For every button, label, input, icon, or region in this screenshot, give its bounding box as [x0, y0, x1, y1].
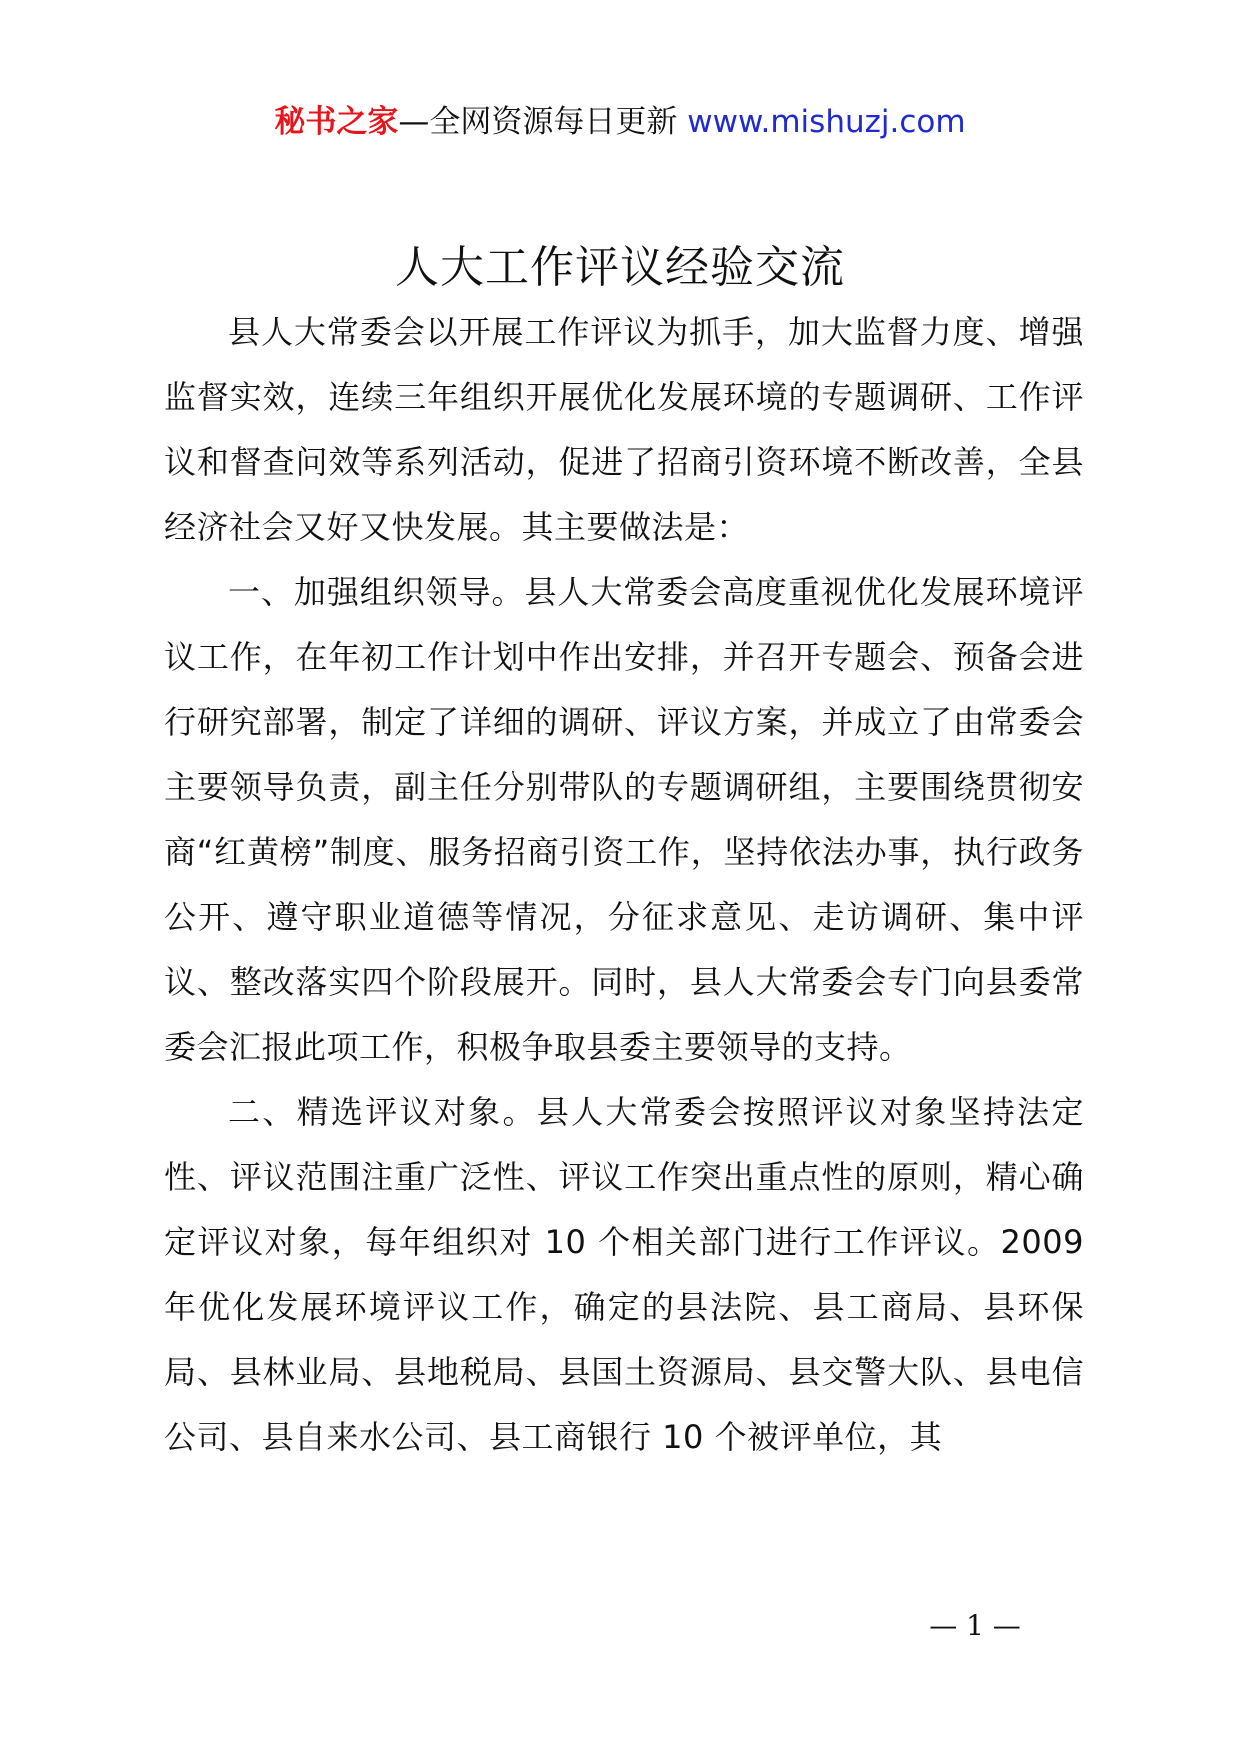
page-number: — 1 —: [929, 1609, 1021, 1642]
site-url-link[interactable]: www.mishuzj.com: [687, 104, 966, 140]
paragraph-organization: 一、加强组织领导。县人大常委会高度重视优化发展环境评议工作，在年初工作计划中作出安排，并召开专题会、预备会进行研究部署，制定了详细的调研、评议方案，并成立了由常委会主要领导负责，副主任分别带队的专题调研组，主要围绕贯彻安商“红黄榜”制度、服务招商引资工作，坚持依法办事，执行政务公开、遵守职业道德等情况，分征求意见、走访调研、集中评议、整改落实四个阶段展开。同时，县人大常委会专门向县委常委会汇报此项工作，积极争取县委主要领导的支持。: [164, 573, 1084, 1066]
paragraph-intro: 县人大常委会以开展工作评议为抓手，加大监督力度、增强监督实效，连续三年组织开展优化发展环境的专题调研、工作评议和督查问效等系列活动，促进了招商引资环境不断改善，全县经济社会又好又快发展。其主要做法是：: [164, 313, 1084, 546]
document-title: 人大工作评议经验交流: [395, 242, 845, 293]
site-banner: [0, 100, 1240, 144]
document-body: [164, 300, 1084, 1470]
site-slogan: —全网资源每日更新: [398, 104, 688, 140]
site-brand: 秘书之家: [274, 104, 399, 140]
paragraph-selection: 二、精选评议对象。县人大常委会按照评议对象坚持法定性、评议范围注重广泛性、评议工作突出重点性的原则，精心确定评议对象，每年组织对 10 个相关部门进行工作评议。2009 年优化发展环境评议工作，确定的县法院、县工商局、县环保局、县林业局、县地税局、县国土资源局、县交警大队、县电信公司、县自来水公司、县工商银行 10 个被评单位，其: [164, 1093, 1084, 1456]
